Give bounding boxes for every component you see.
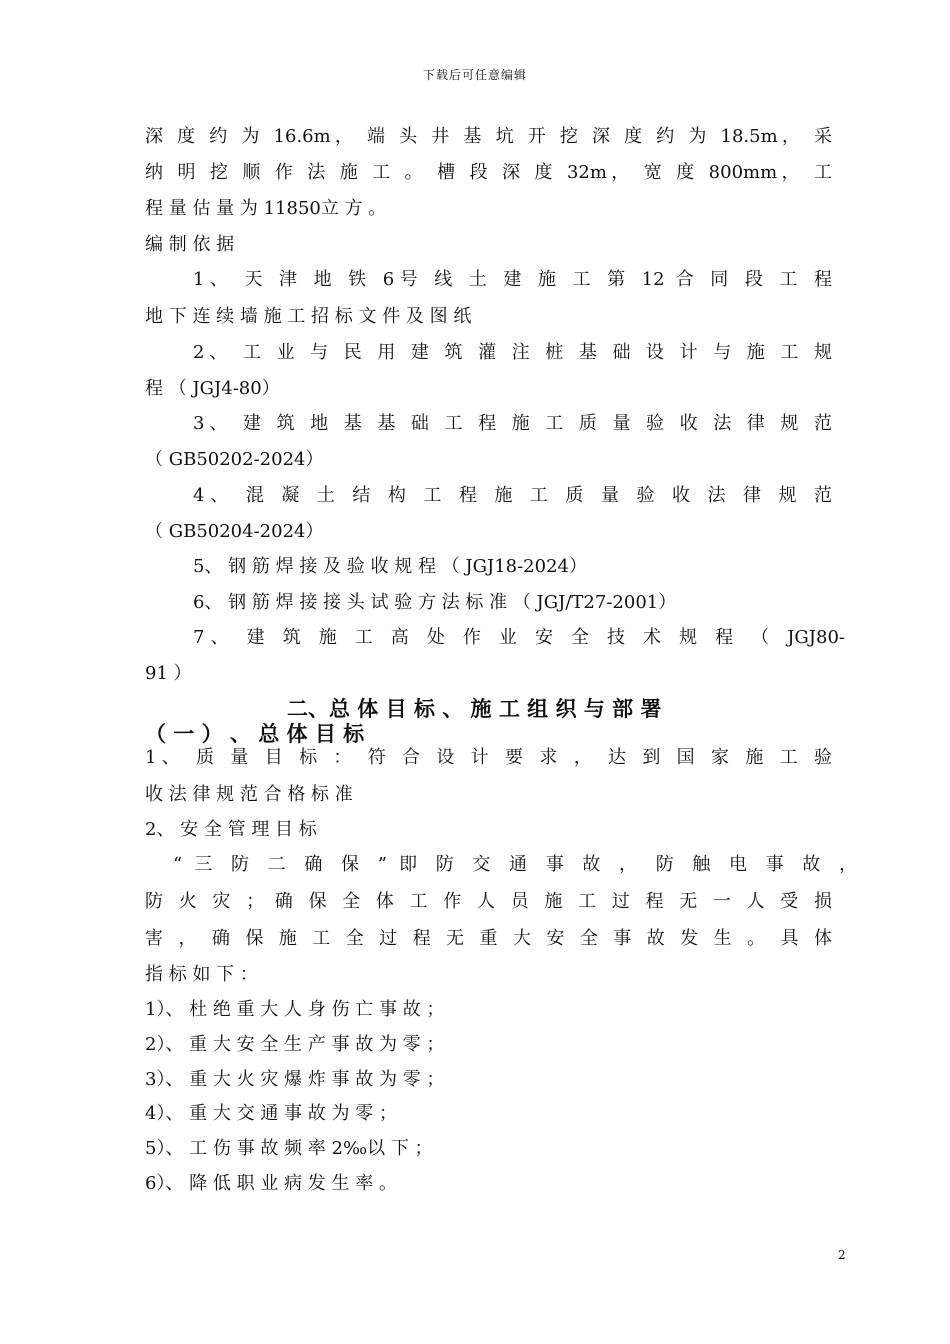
reference-item-continued: 91 ） xyxy=(145,663,192,684)
paragraph-line: 程 量 估 量 为 11850立 方 。 xyxy=(145,198,387,219)
reference-item: 6、 钢 筋 焊 接 接 头 试 验 方 法 标 准 （ JGJ/T27-2001） xyxy=(193,592,677,613)
reference-item-continued: 程 （ JGJ4-80） xyxy=(145,378,280,399)
reference-item: 7、 建 筑 施 工 高 处 作 业 安 全 技 术 规 程 （ JGJ80- xyxy=(193,627,845,648)
paragraph-line: “ 三 防 二 确 保 ” 即 防 交 通 事 故 ， 防 触 电 事 故 ， xyxy=(173,854,857,875)
list-item: 6）、 降 低 职 业 病 发 生 率 。 xyxy=(145,1173,397,1194)
page-number: 2 xyxy=(838,1248,846,1262)
reference-item: 3、 建 筑 地 基 基 础 工 程 施 工 质 量 验 收 法 律 规 范 xyxy=(193,413,832,434)
reference-item-continued: 地 下 连 续 墙 施 工 招 标 文 件 及 图 纸 xyxy=(145,306,472,327)
list-item: 1）、 杜 绝 重 大 人 身 伤 亡 事 故 ； xyxy=(145,999,445,1020)
reference-item: 2、 工 业 与 民 用 建 筑 灌 注 桩 基 础 设 计 与 施 工 规 xyxy=(193,342,832,363)
paragraph-line: 防 火 灾 ； 确 保 全 体 工 作 人 员 施 工 过 程 无 一 人 受 损 xyxy=(145,891,832,912)
list-item: 4）、 重 大 交 通 事 故 为 零 ； xyxy=(145,1103,397,1124)
list-item: 2）、 重 大 安 全 生 产 事 故 为 零 ； xyxy=(145,1034,445,1055)
paragraph-line: 害 ， 确 保 施 工 全 过 程 无 重 大 安 全 事 故 发 生 。 具 体 xyxy=(145,928,832,949)
list-item: 3）、 重 大 火 灾 爆 炸 事 故 为 零 ； xyxy=(145,1069,445,1090)
paragraph-line: 收 法 律 规 范 合 格 标 准 xyxy=(145,784,353,805)
reference-item: 5、 钢 筋 焊 接 及 验 收 规 程 （ JGJ18-2024） xyxy=(193,556,587,577)
section-heading: 二、总 体 目 标 、 施 工 组 织 与 部 署 xyxy=(287,697,662,721)
reference-item-continued: （ GB50202-2024） xyxy=(145,449,324,470)
paragraph-line: 深 度 约 为 16.6m， 端 头 井 基 坑 开 挖 深 度 约 为 18.5m， 采 xyxy=(145,126,832,147)
paragraph-line: 指 标 如 下 ： xyxy=(145,964,258,985)
list-item: 5）、 工 伤 事 故 频 率 2‰以 下 ； xyxy=(145,1138,433,1159)
reference-item-continued: （ GB50204-2024） xyxy=(145,521,324,542)
reference-item: 4、 混 凝 土 结 构 工 程 施 工 质 量 验 收 法 律 规 范 xyxy=(193,485,832,506)
reference-item: 1、 天 津 地 铁 6号 线 土 建 施 工 第 12 合 同 段 工 程 xyxy=(193,269,832,290)
page-header: 下载后可任意编辑 xyxy=(422,68,527,82)
paragraph-line: 1、 质 量 目 标 ： 符 合 设 计 要 求 ， 达 到 国 家 施 工 验 xyxy=(145,747,832,768)
paragraph-line: 纳 明 挖 顺 作 法 施 工 。 槽 段 深 度 32m， 宽 度 800mm， 工 xyxy=(145,162,832,183)
subsection-heading: （ 一 ） 、 总 体 目 标 xyxy=(145,722,365,746)
section-label: 编 制 依 据 xyxy=(145,234,235,255)
paragraph-line: 2、 安 全 管 理 目 标 xyxy=(145,819,317,840)
